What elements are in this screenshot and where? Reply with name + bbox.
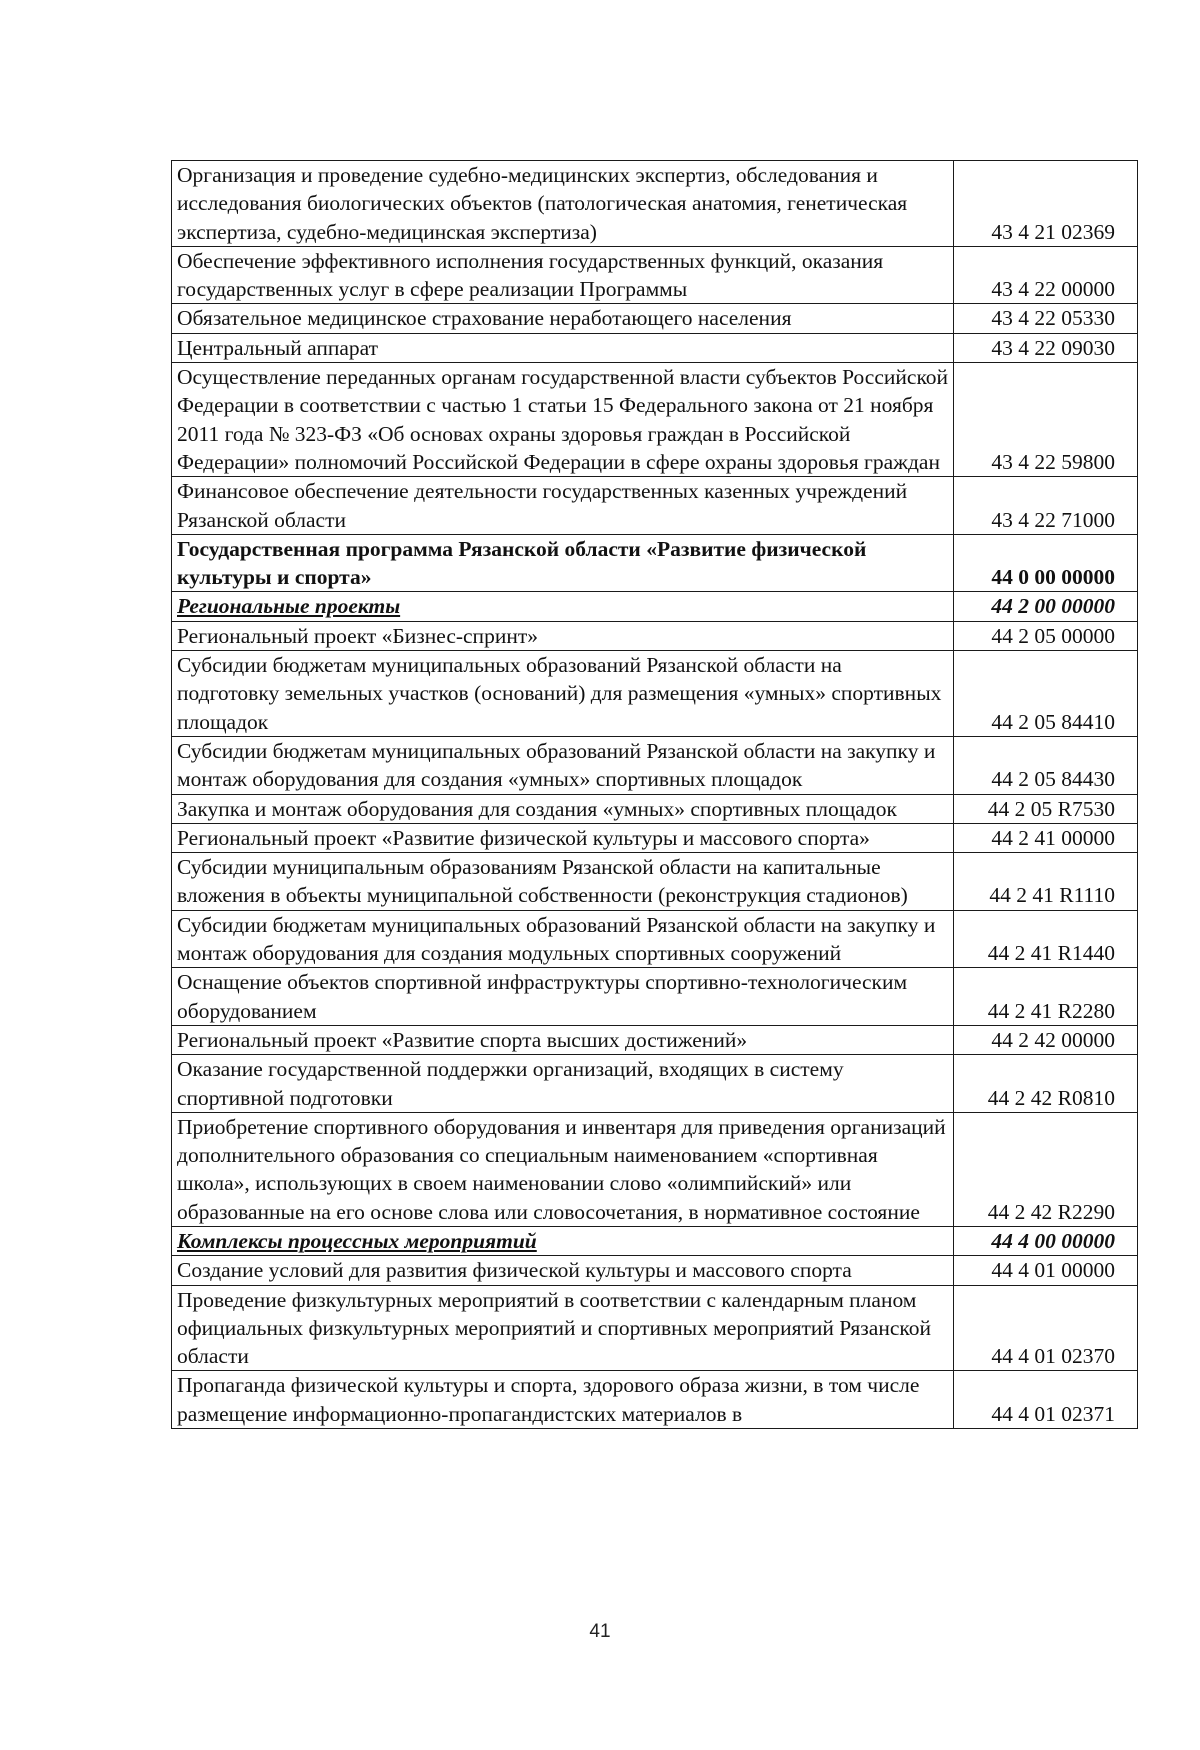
- item-name-cell: Обязательное медицинское страхование неработающего населения: [172, 304, 954, 333]
- table-row: [172, 333, 1138, 362]
- table-row: [172, 1226, 1138, 1255]
- table-row: [172, 823, 1138, 852]
- table-row: [172, 736, 1138, 794]
- item-name-cell: Осуществление переданных органам государственной власти субъектов Российской Федерации в соответствии с частью 1 статьи 15 Федерального закона от 21 ноября 2011 года № 323-ФЗ «Об основах охраны здоровья граждан в Российской Федерации» полномочий Российской Федерации в сфере охраны здоровья граждан: [172, 363, 954, 477]
- item-name-cell: Региональные проекты: [172, 592, 954, 621]
- table-row: [172, 794, 1138, 823]
- classification-code-cell: 44 4 01 02370: [954, 1285, 1138, 1371]
- item-name-cell: Субсидии бюджетам муниципальных образований Рязанской области на закупку и монтаж оборудования для создания модульных спортивных сооружений: [172, 910, 954, 968]
- classification-code-cell: 44 2 42 R2290: [954, 1112, 1138, 1226]
- classification-code-cell: 43 4 21 02369: [954, 161, 1138, 247]
- item-name-cell: Оказание государственной поддержки организаций, входящих в систему спортивной подготовки: [172, 1055, 954, 1113]
- classification-code-cell: 44 2 05 00000: [954, 621, 1138, 650]
- classification-code-cell: 44 2 41 R2280: [954, 968, 1138, 1026]
- item-name-cell: Организация и проведение судебно-медицинских экспертиз, обследования и исследования биологических объектов (патологическая анатомия, генетическая экспертиза, судебно-медицинская экспертиза): [172, 161, 954, 247]
- item-name-cell: Создание условий для развития физической культуры и массового спорта: [172, 1256, 954, 1285]
- table-body: [172, 161, 1138, 1429]
- item-name-cell: Региональный проект «Развитие спорта высших достижений»: [172, 1025, 954, 1054]
- table-row: [172, 246, 1138, 304]
- classification-code-cell: 44 2 05 84430: [954, 736, 1138, 794]
- table-row: [172, 161, 1138, 247]
- table-row: [172, 1025, 1138, 1054]
- table-row: [172, 910, 1138, 968]
- table-row: [172, 477, 1138, 535]
- table-row: [172, 968, 1138, 1026]
- classification-code-cell: 44 4 01 02371: [954, 1371, 1138, 1429]
- item-name-cell: Региональный проект «Бизнес-спринт»: [172, 621, 954, 650]
- classification-code-cell: 43 4 22 09030: [954, 333, 1138, 362]
- classification-code-cell: 43 4 22 05330: [954, 304, 1138, 333]
- item-name-cell: Субсидии бюджетам муниципальных образований Рязанской области на закупку и монтаж оборудования для создания «умных» спортивных площадок: [172, 736, 954, 794]
- classification-code-cell: 44 2 42 R0810: [954, 1055, 1138, 1113]
- classification-code-cell: 43 4 22 71000: [954, 477, 1138, 535]
- item-name-cell: Финансовое обеспечение деятельности государственных казенных учреждений Рязанской области: [172, 477, 954, 535]
- classification-code-cell: 44 2 05 84410: [954, 651, 1138, 737]
- item-name-cell: Приобретение спортивного оборудования и инвентаря для приведения организаций дополнительного образования со специальным наименованием «спортивная школа», использующих в своем наименовании слово «олимпийский» или образованные на его основе слова или словосочетания, в нормативное состояние: [172, 1112, 954, 1226]
- classification-code-cell: 43 4 22 59800: [954, 363, 1138, 477]
- table-row: [172, 853, 1138, 911]
- page-number: 41: [589, 1621, 611, 1642]
- classification-code-cell: 44 2 00 00000: [954, 592, 1138, 621]
- table-row: [172, 592, 1138, 621]
- classification-code-cell: 44 2 41 R1440: [954, 910, 1138, 968]
- item-name-cell: Субсидии бюджетам муниципальных образований Рязанской области на подготовку земельных участков (оснований) для размещения «умных» спортивных площадок: [172, 651, 954, 737]
- table-row: [172, 1371, 1138, 1429]
- classification-code-cell: 44 4 01 00000: [954, 1256, 1138, 1285]
- item-name-cell: Государственная программа Рязанской области «Развитие физической культуры и спорта»: [172, 534, 954, 592]
- item-name-cell: Комплексы процессных мероприятий: [172, 1226, 954, 1255]
- classification-code-cell: 44 2 41 R1110: [954, 853, 1138, 911]
- table-row: [172, 1112, 1138, 1226]
- table-row: [172, 304, 1138, 333]
- table-row: [172, 1055, 1138, 1113]
- item-name-cell: Проведение физкультурных мероприятий в соответствии с календарным планом официальных физкультурных мероприятий и спортивных мероприятий Рязанской области: [172, 1285, 954, 1371]
- table-row: [172, 651, 1138, 737]
- item-name-cell: Оснащение объектов спортивной инфраструктуры спортивно-технологическим оборудованием: [172, 968, 954, 1026]
- table-row: [172, 363, 1138, 477]
- budget-classification-table: [171, 160, 1138, 1429]
- table-row: [172, 1285, 1138, 1371]
- classification-code-cell: 44 2 41 00000: [954, 823, 1138, 852]
- table-row: [172, 621, 1138, 650]
- classification-code-cell: 43 4 22 00000: [954, 246, 1138, 304]
- table-row: [172, 534, 1138, 592]
- classification-code-cell: 44 2 42 00000: [954, 1025, 1138, 1054]
- item-name-cell: Субсидии муниципальным образованиям Рязанской области на капитальные вложения в объекты муниципальной собственности (реконструкция стадионов): [172, 853, 954, 911]
- item-name-cell: Обеспечение эффективного исполнения государственных функций, оказания государственных услуг в сфере реализации Программы: [172, 246, 954, 304]
- classification-code-cell: 44 2 05 R7530: [954, 794, 1138, 823]
- table-row: [172, 1256, 1138, 1285]
- classification-code-cell: 44 4 00 00000: [954, 1226, 1138, 1255]
- item-name-cell: Центральный аппарат: [172, 333, 954, 362]
- item-name-cell: Закупка и монтаж оборудования для создания «умных» спортивных площадок: [172, 794, 954, 823]
- item-name-cell: Пропаганда физической культуры и спорта, здорового образа жизни, в том числе размещение информационно-пропагандистских материалов в: [172, 1371, 954, 1429]
- item-name-cell: Региональный проект «Развитие физической культуры и массового спорта»: [172, 823, 954, 852]
- classification-code-cell: 44 0 00 00000: [954, 534, 1138, 592]
